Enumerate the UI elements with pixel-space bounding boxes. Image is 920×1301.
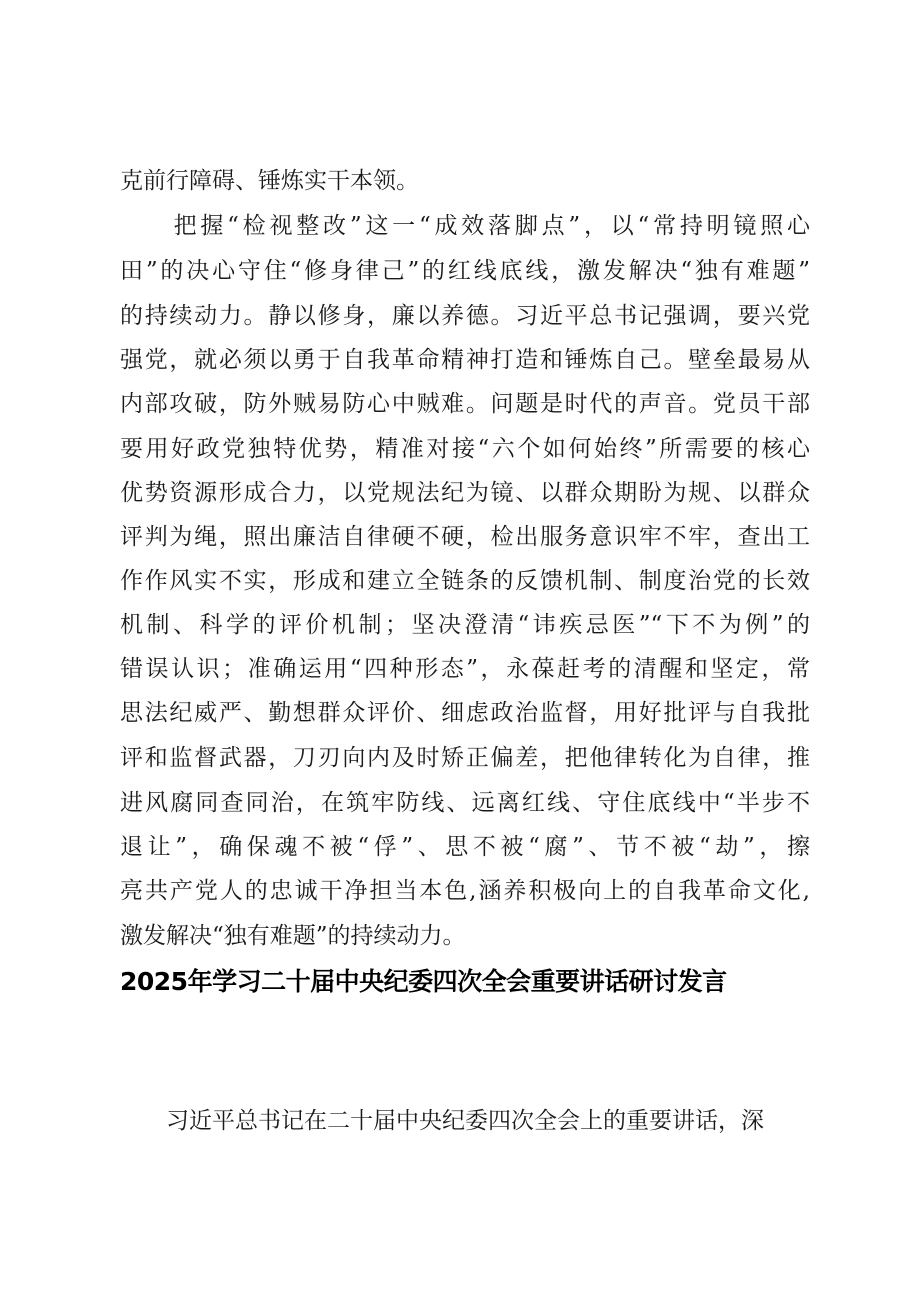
section-heading: 2025年学习二十届中央纪委四次全会重要讲话研讨发言: [120, 967, 727, 996]
text-line: 把握“检视整改”这一“成效落脚点”，以“常持明镜照心: [120, 213, 810, 239]
text-line: 田”的决心守住“修身律己”的红线底线，激发解决“独有难题”: [120, 258, 810, 284]
text-line: 习近平总书记在二十届中央纪委四次全会上的重要讲话，深: [120, 1108, 764, 1134]
text-line: 优势资源形成合力，以党规法纪为镜、以群众期盼为规、以群众: [120, 480, 810, 506]
text-line: 机制、科学的评价机制；坚决澄清“讳疾忌医”“下不为例”的: [120, 612, 810, 638]
text-line: 激发解决“独有难题”的持续动力。: [120, 923, 466, 949]
text-line: 作作风实不实，形成和建立全链条的反馈机制、制度治党的长效: [120, 568, 810, 594]
text-line: 思法纪威严、勤想群众评价、细虑政治监督，用好批评与自我批: [120, 700, 810, 726]
text-line: 内部攻破，防外贼易防心中贼难。问题是时代的声音。党员干部: [120, 391, 810, 417]
text-line: 的持续动力。静以修身，廉以养德。习近平总书记强调，要兴党: [120, 303, 810, 329]
text-line: 强党，就必须以勇于自我革命精神打造和锤炼自己。壁垒最易从: [120, 347, 810, 373]
text-line: 评判为绳，照出廉洁自律硬不硬，检出服务意识牢不牢，查出工: [120, 524, 810, 550]
text-line: 要用好政党独特优势，精准对接“六个如何始终”所需要的核心: [120, 436, 810, 462]
text-line: 进风腐同查同治，在筑牢防线、远离红线、守住底线中“半步不: [120, 790, 810, 816]
text-line: 克前行障碍、锤炼实干本领。: [120, 168, 419, 194]
text-line: 评和监督武器，刀刃向内及时矫正偏差，把他律转化为自律，推: [120, 745, 810, 771]
text-line: 退让”，确保魂不被“俘”、思不被“腐”、节不被“劫”，擦: [120, 834, 810, 860]
text-line: 亮共产党人的忠诚干净担当本色,涵养积极向上的自我革命文化,: [120, 878, 810, 904]
text-line: 错误认识；准确运用“四种形态”，永葆赶考的清醒和坚定，常: [120, 656, 810, 682]
